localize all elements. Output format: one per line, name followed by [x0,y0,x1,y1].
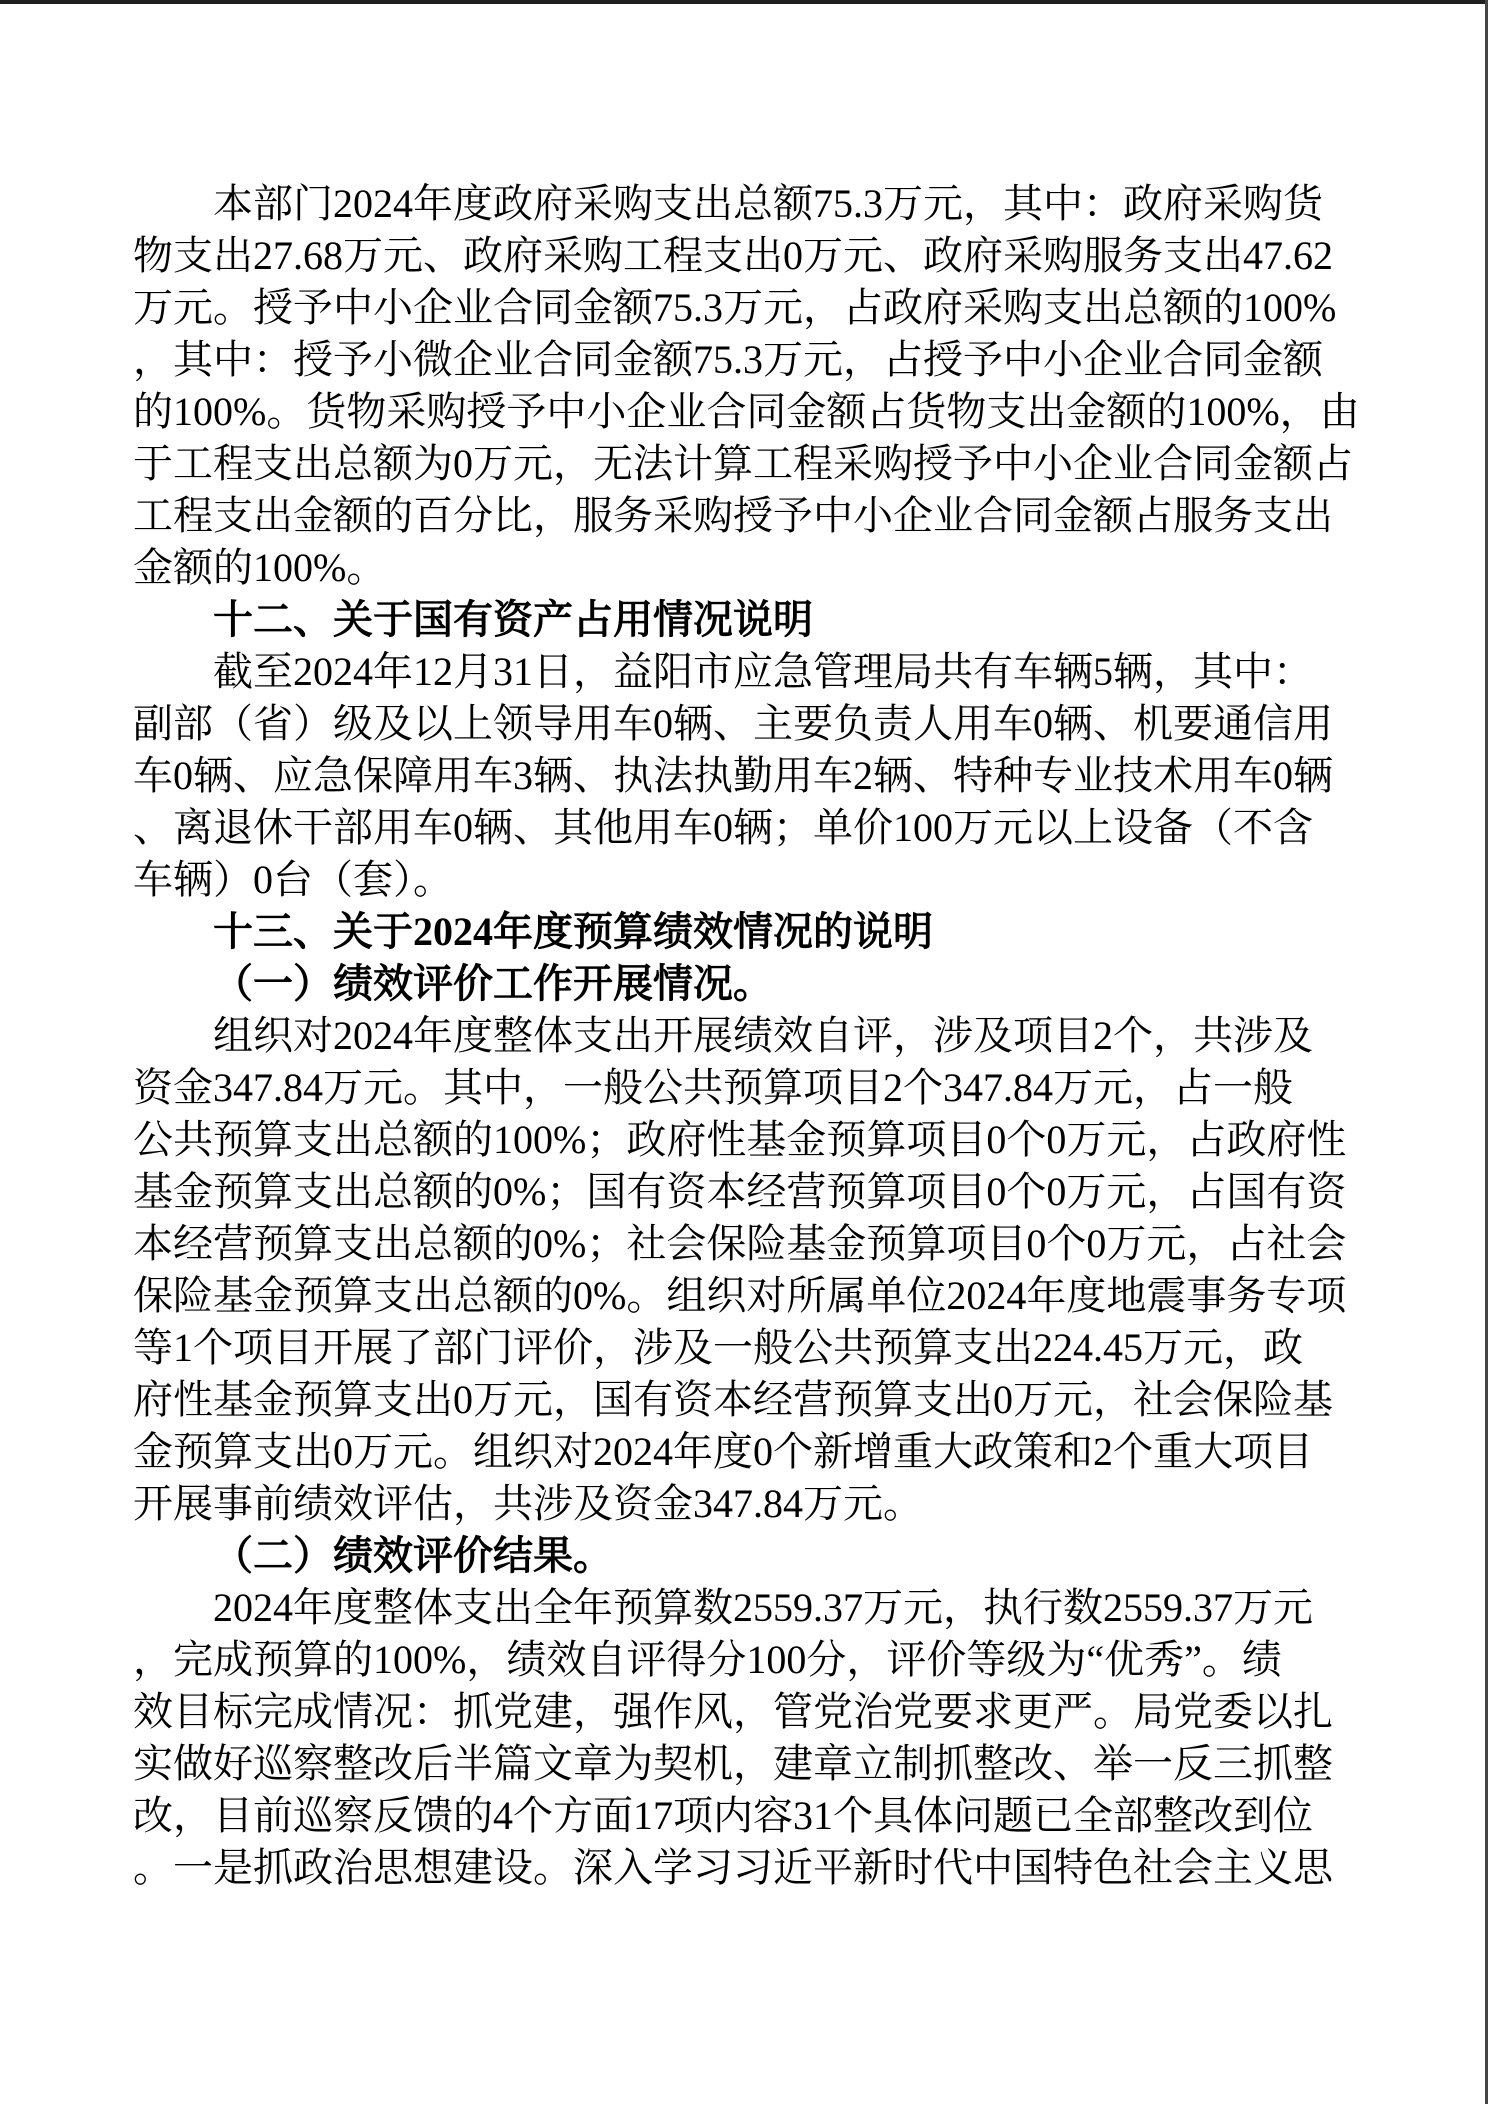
text-line: 基金预算支出总额的0%；国有资本经营预算项目0个0万元，占国有资 [133,1169,1347,1214]
text-line: 金额的100%。 [133,545,387,590]
document-text-block [133,178,1360,1894]
text-line: ，其中：授予小微企业合同金额75.3万元，占授予中小企业合同金额 [133,337,1323,382]
window-top-border [0,0,1488,4]
text-line: 工程支出金额的百分比，服务采购授予中小企业合同金额占服务支出 [133,493,1333,538]
text-line: 截至2024年12月31日，益阳市应急管理局共有车辆5辆，其中： [213,649,1313,694]
text-line: 的100%。货物采购授予中小企业合同金额占货物支出金额的100%，由 [133,389,1360,434]
text-line: 金预算支出0万元。组织对2024年度0个新增重大政策和2个重大项目 [133,1429,1313,1474]
text-line: 实做好巡察整改后半篇文章为契机，建章立制抓整改、举一反三抓整 [133,1741,1333,1786]
text-line: 万元。授予中小企业合同金额75.3万元，占政府采购支出总额的100% [133,285,1337,330]
text-line: 保险基金预算支出总额的0%。组织对所属单位2024年度地震事务专项 [133,1273,1347,1318]
text-line: 物支出27.68万元、政府采购工程支出0万元、政府采购服务支出47.62 [133,233,1333,278]
text-line: 本部门2024年度政府采购支出总额75.3万元，其中：政府采购货 [213,181,1323,226]
text-line: 、离退休干部用车0辆、其他用车0辆；单价100万元以上设备（不含 [133,805,1313,850]
text-line: 。一是抓政治思想建设。深入学习习近平新时代中国特色社会主义思 [133,1845,1333,1890]
text-line: 2024年度整体支出全年预算数2559.37万元，执行数2559.37万元 [213,1585,1313,1630]
text-line: 车0辆、应急保障用车3辆、执法执勤用车2辆、特种专业技术用车0辆 [133,753,1333,798]
text-line: 效目标完成情况：抓党建，强作风，管党治党要求更严。局党委以扎 [133,1689,1333,1734]
section-heading: （一）绩效评价工作开展情况。 [213,961,773,1006]
text-line: 开展事前绩效评估，共涉及资金347.84万元。 [133,1481,923,1526]
text-line: 组织对2024年度整体支出开展绩效自评，涉及项目2个，共涉及 [213,1013,1313,1058]
text-line: 等1个项目开展了部门评价，涉及一般公共预算支出224.45万元，政 [133,1325,1303,1370]
section-heading: （二）绩效评价结果。 [213,1533,613,1578]
text-line: 车辆）0台（套）。 [133,857,453,902]
text-line: 资金347.84万元。其中，一般公共预算项目2个347.84万元，占一般 [133,1065,1293,1110]
text-line: 府性基金预算支出0万元，国有资本经营预算支出0万元，社会保险基 [133,1377,1333,1422]
text-line: 公共预算支出总额的100%；政府性基金预算项目0个0万元，占政府性 [133,1117,1347,1162]
text-line: 于工程支出总额为0万元，无法计算工程采购授予中小企业合同金额占 [133,441,1353,486]
text-line: 本经营预算支出总额的0%；社会保险基金预算项目0个0万元，占社会 [133,1221,1347,1266]
text-line: ，完成预算的100%，绩效自评得分100分，评价等级为“优秀”。绩 [133,1637,1282,1682]
section-heading: 十三、关于2024年度预算绩效情况的说明 [213,909,933,954]
section-heading: 十二、关于国有资产占用情况说明 [213,597,813,642]
text-line: 改，目前巡察反馈的4个方面17项内容31个具体问题已全部整改到位 [133,1793,1313,1838]
text-line: 副部（省）级及以上领导用车0辆、主要负责人用车0辆、机要通信用 [133,701,1333,746]
